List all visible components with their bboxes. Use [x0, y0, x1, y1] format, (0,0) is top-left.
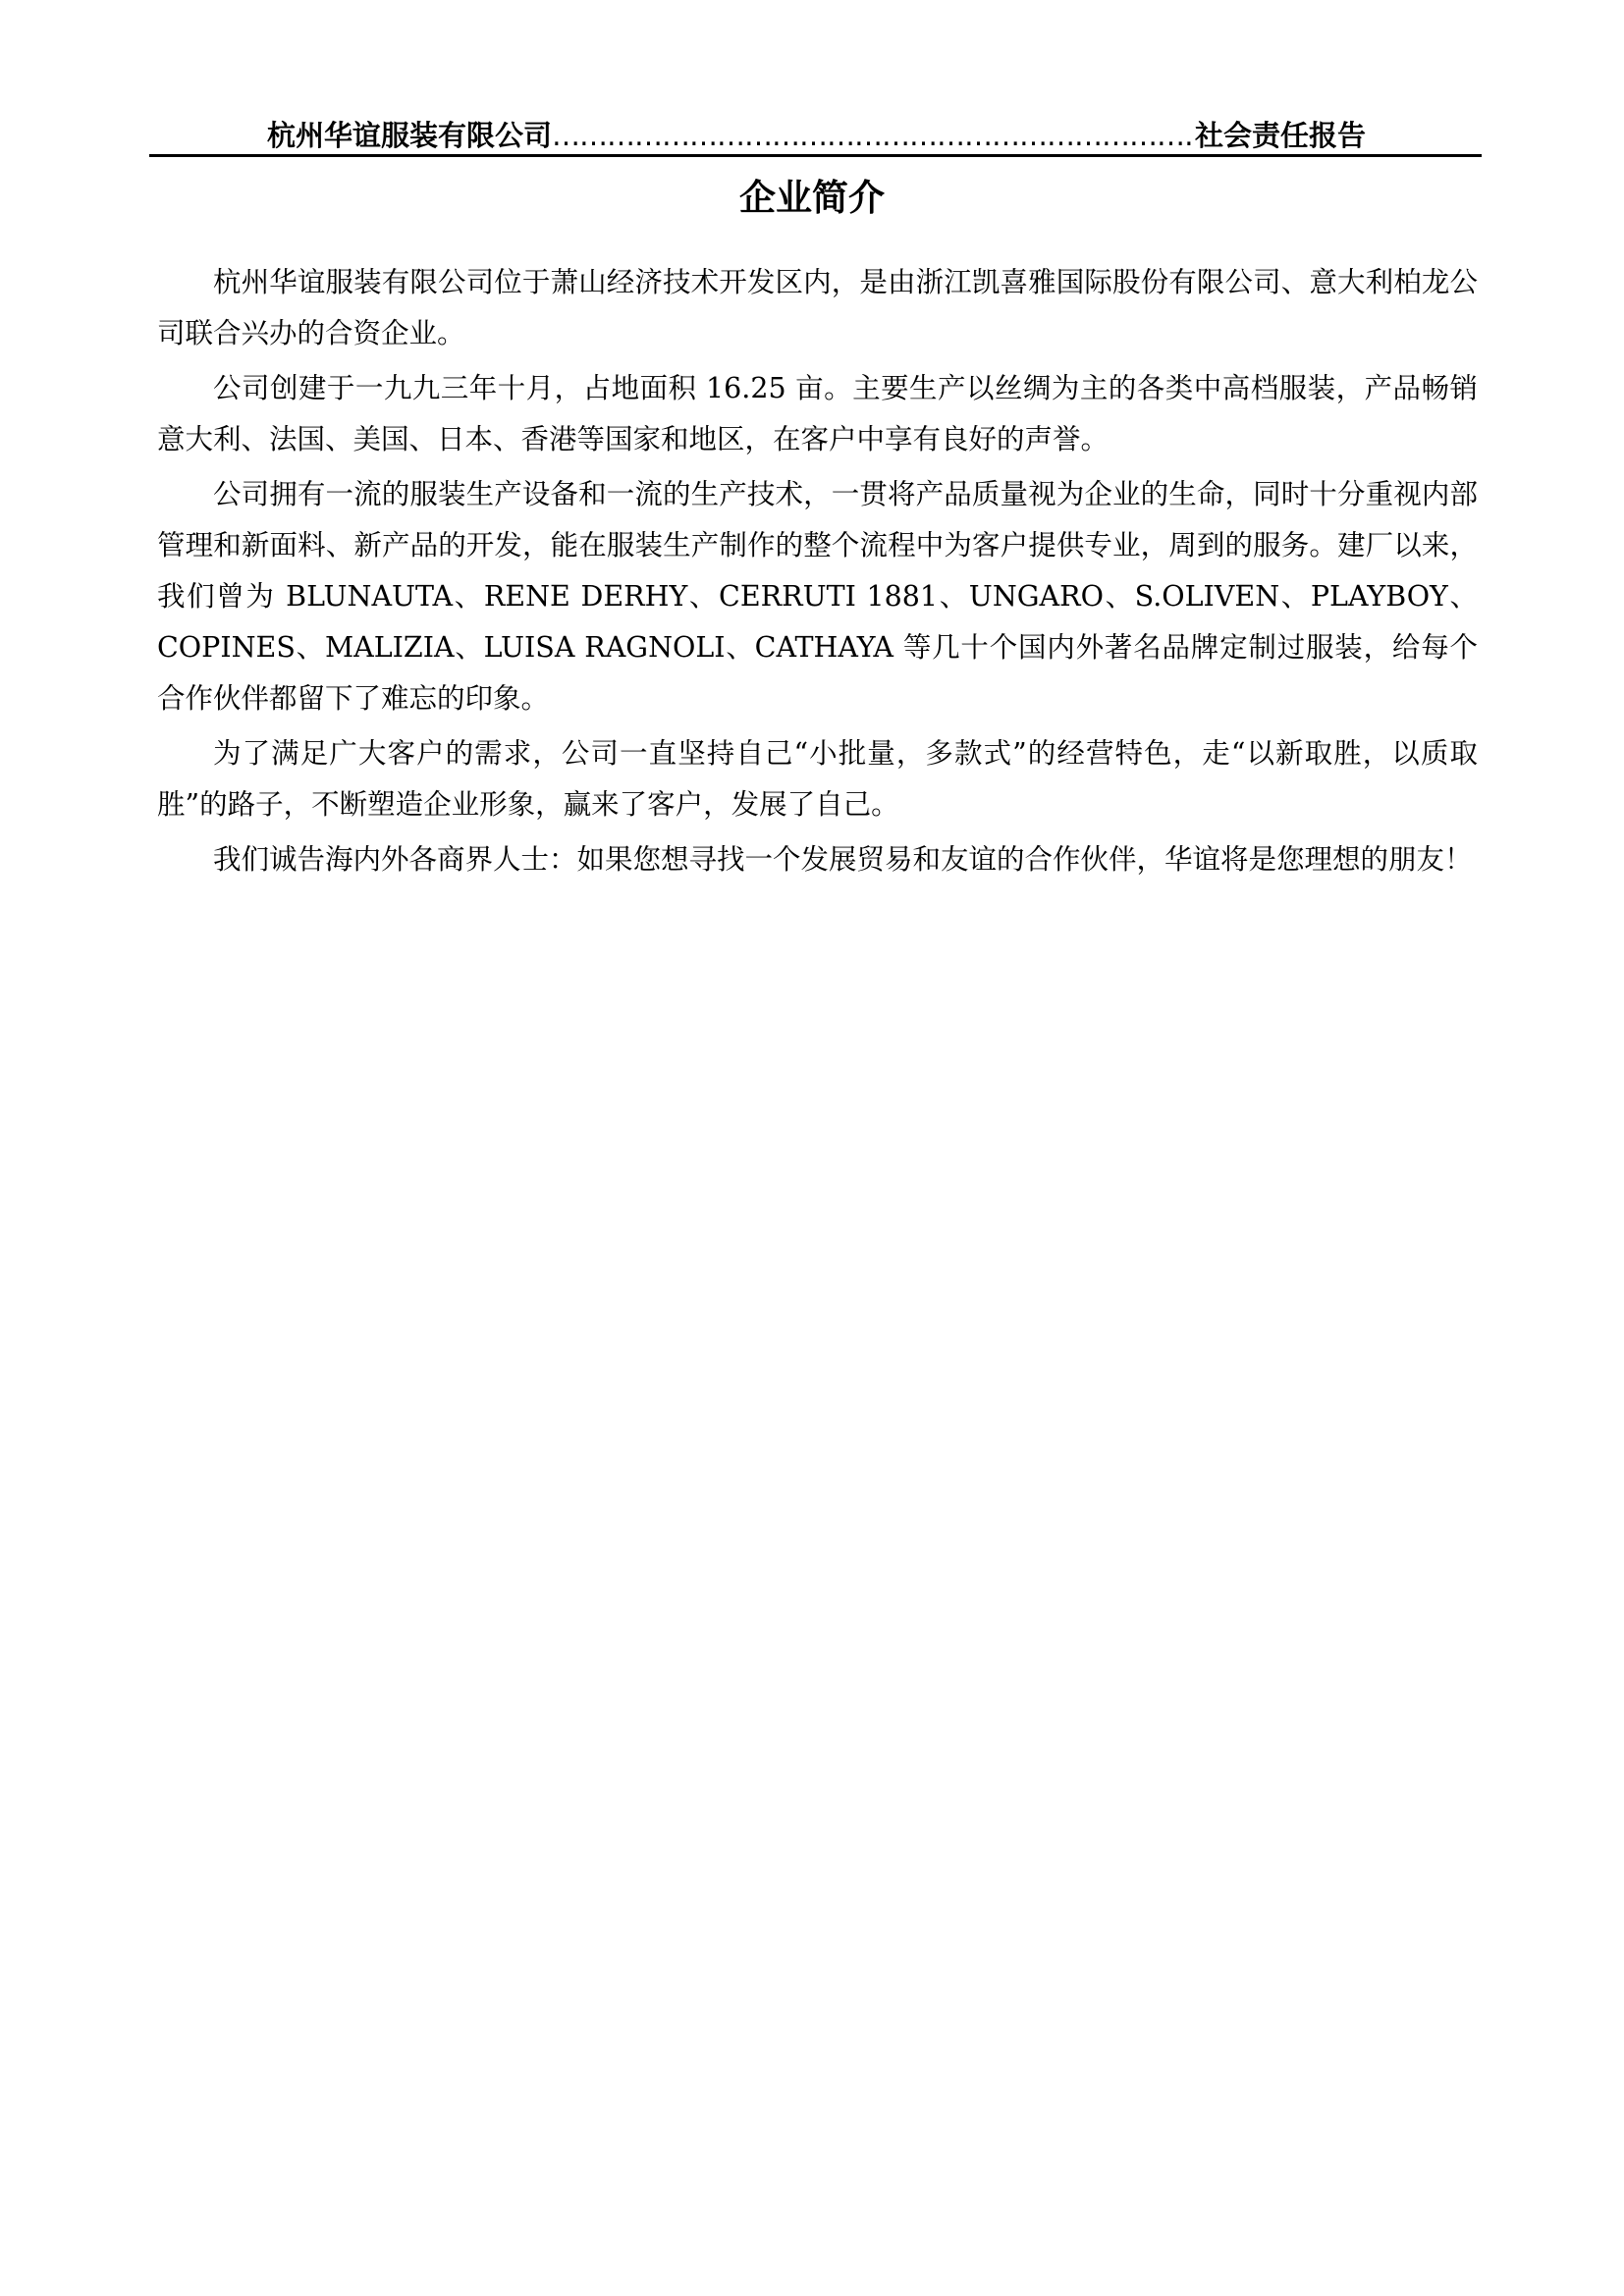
- header-report-title: 社会责任报告: [1194, 119, 1366, 152]
- paragraph-philosophy: 为了满足广大客户的需求，公司一直坚持自己“小批量，多款式”的经营特色，走“以新取胜，以质取胜”的路子，不断塑造企业形象，赢来了客户，发展了自己。: [157, 737, 1478, 821]
- paragraph-invitation: 我们诚告海内外各商界人士：如果您想寻找一个发展贸易和友谊的合作伙伴，华谊将是您理想的朋友！: [213, 843, 1473, 876]
- paragraph-intro: 杭州华谊服装有限公司位于萧山经济技术开发区内，是由浙江凯喜雅国际股份有限公司、意大利柏龙公司联合兴办的合资企业。: [157, 266, 1478, 349]
- header-company-name: 杭州华谊服装有限公司: [267, 119, 553, 152]
- page-header: [149, 110, 1482, 157]
- page-title: 企业简介: [739, 177, 885, 219]
- document-body: [157, 257, 1478, 889]
- paragraph-capabilities: 公司拥有一流的服装生产设备和一流的生产技术，一贯将产品质量视为企业的生命，同时十分重视内部管理和新面料、新产品的开发，能在服装生产制作的整个流程中为客户提供专业，周到的服务。建厂以来，我们曾为 BLUNAUTA、RENE DERHY、CERRUTI 1881、UNGARO、S.OLIVEN、PLAYBOY、COPINES、MALIZIA、LUISA RAGNOLI、CATHAYA 等几十个国内外著名品牌定制过服装，给每个合作伙伴都留下了难忘的印象。: [157, 478, 1478, 715]
- header-dot-leader: [552, 121, 1195, 150]
- paragraph-founding: 公司创建于一九九三年十月，占地面积 16.25 亩。主要生产以丝绸为主的各类中高档服装，产品畅销意大利、法国、美国、日本、香港等国家和地区，在客户中享有良好的声誉。: [157, 372, 1478, 455]
